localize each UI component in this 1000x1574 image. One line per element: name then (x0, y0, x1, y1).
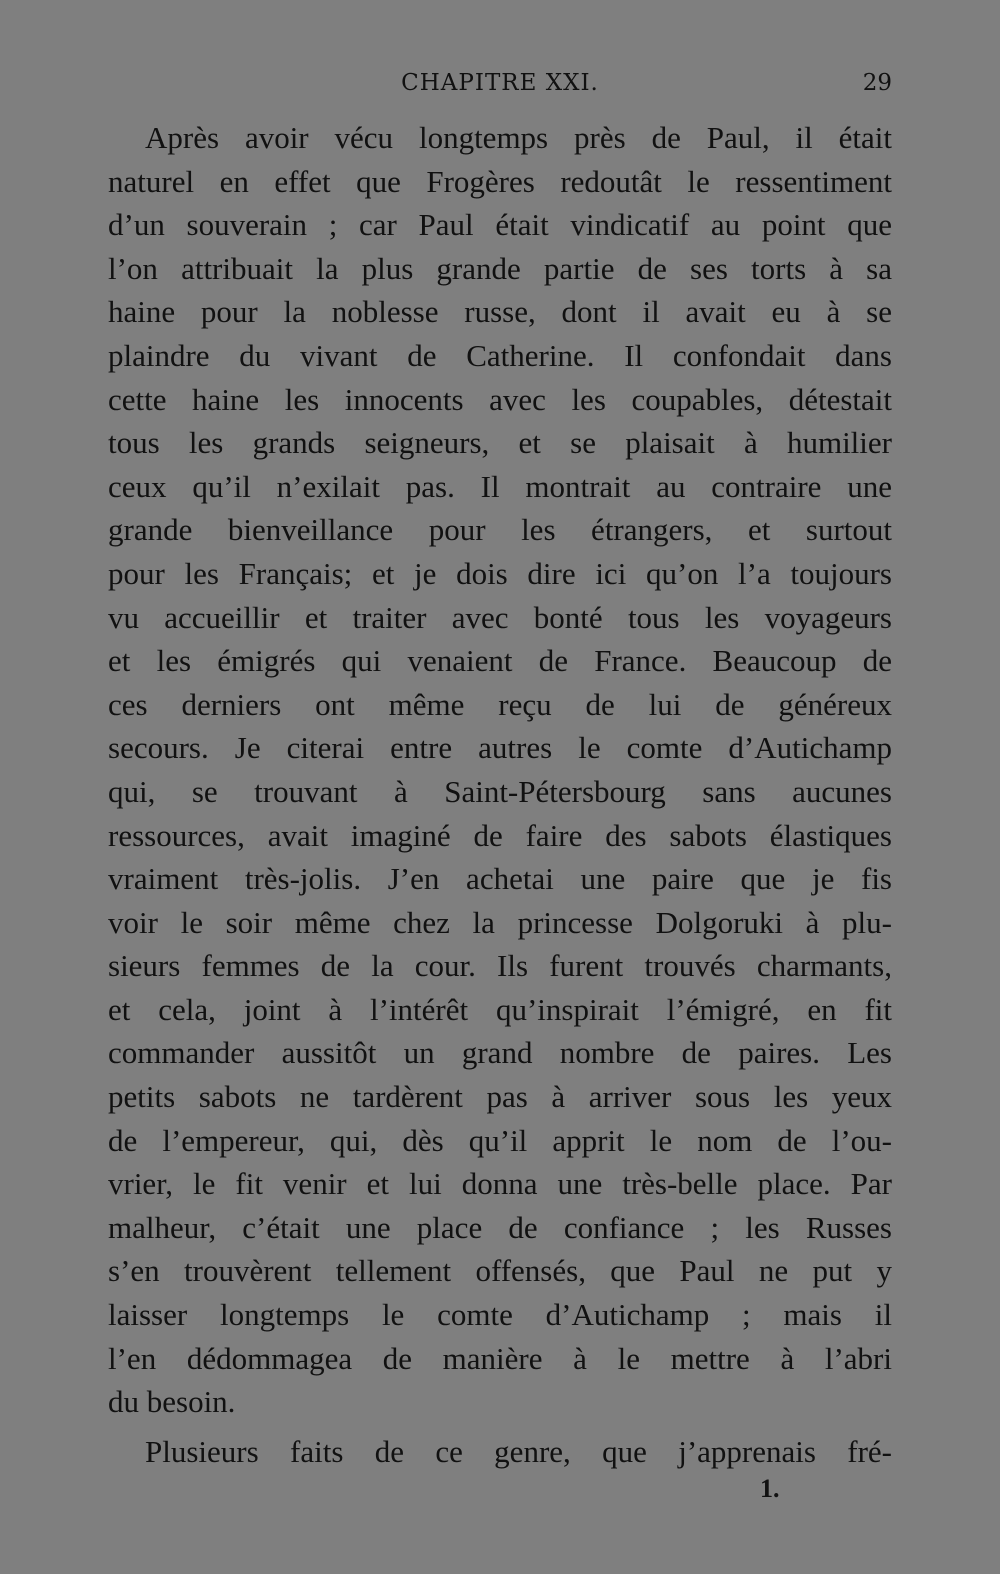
text-line: naturel en effet que Frogères redoutât le ressentiment (108, 163, 892, 199)
page-number: 29 (862, 70, 892, 96)
signature-mark: 1. (760, 1474, 780, 1503)
text-line: d’un souverain ; car Paul était vindicatif au point que (108, 207, 892, 243)
paragraph (108, 1430, 892, 1474)
text-line: Plusieurs faits de ce genre, que j’apprenais fré- (145, 1433, 892, 1469)
text-line: vu accueillir et traiter avec bonté tous les voyageurs (108, 599, 892, 635)
text-line: l’en dédommagea de manière à le mettre à l’abri (108, 1340, 892, 1376)
paragraph (108, 116, 892, 1424)
text-line: vraiment très-jolis. J’en achetai une paire que je fis (108, 861, 892, 897)
text-line: pour les Français; et je dois dire ici qu’on l’a toujours (108, 555, 892, 591)
text-line: commander aussitôt un grand nombre de paires. Les (108, 1035, 892, 1071)
text-line: qui, se trouvant à Saint-Pétersbourg sans aucunes (108, 773, 892, 809)
text-line: sieurs femmes de la cour. Ils furent trouvés charmants, (108, 948, 892, 984)
text-line: l’on attribuait la plus grande partie de ses torts à sa (108, 250, 892, 286)
text-line: malheur, c’était une place de confiance ; les Russes (108, 1209, 892, 1245)
text-line: vrier, le fit venir et lui donna une très-belle place. Par (108, 1166, 892, 1202)
text-line: plaindre du vivant de Catherine. Il confondait dans (108, 337, 892, 373)
body-text (108, 116, 892, 1473)
text-line: grande bienveillance pour les étrangers, et surtout (108, 512, 892, 548)
text-line: tous les grands seigneurs, et se plaisait à humilier (108, 425, 892, 461)
running-head (108, 70, 892, 106)
text-line: petits sabots ne tardèrent pas à arriver sous les yeux (108, 1079, 892, 1115)
text-line: s’en trouvèrent tellement offensés, que Paul ne put y (108, 1253, 892, 1289)
text-line: laisser longtemps le comte d’Autichamp ; mais il (108, 1297, 892, 1333)
text-line: ceux qu’il n’exilait pas. Il montrait au contraire une (108, 468, 892, 504)
text-line: Après avoir vécu longtemps près de Paul, il était (145, 120, 892, 155)
paragraph-container (108, 116, 892, 1473)
text-line: et les émigrés qui venaient de France. Beaucoup de (108, 643, 892, 679)
text-line: et cela, joint à l’intérêt qu’inspirait l’émigré, en fit (108, 991, 892, 1027)
text-line: cette haine les innocents avec les coupables, détestait (108, 381, 892, 417)
text-line: haine pour la noblesse russe, dont il avait eu à se (108, 294, 892, 330)
text-line: du besoin. (108, 1384, 236, 1420)
text-line: de l’empereur, qui, dès qu’il apprit le nom de l’ou- (108, 1122, 892, 1158)
text-line: voir le soir même chez la princesse Dolgoruki à plu- (108, 904, 892, 940)
text-line: ces derniers ont même reçu de lui de généreux (108, 686, 892, 722)
chapter-title: CHAPITRE XXI. (401, 70, 599, 96)
text-line: ressources, avait imaginé de faire des sabots élastiques (108, 817, 892, 853)
text-line: secours. Je citerai entre autres le comte d’Autichamp (108, 730, 892, 766)
